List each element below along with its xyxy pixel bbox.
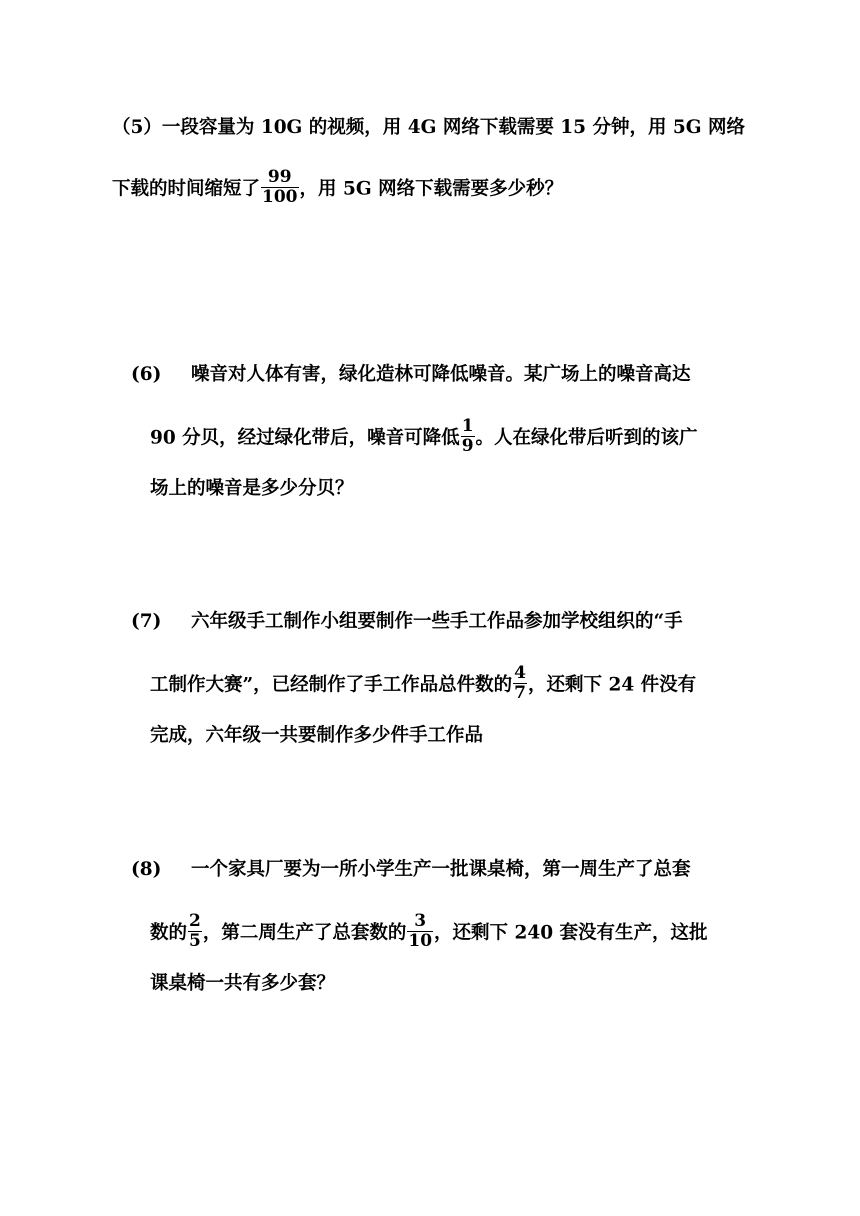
problem-7-fraction: [513, 664, 527, 703]
problem-8-text-line-3: 课桌椅一共有多少套？: [150, 973, 336, 994]
problem-5-line-2: [112, 167, 564, 209]
problem-5-fraction: [261, 168, 299, 207]
problem-5-line-1: [112, 116, 745, 140]
problem-6-text-line-2a: 90 分贝，经过绿化带后，噪音可降低: [150, 427, 460, 449]
problem-5-text-line-2b: ，用 5G 网络下载需要多少秒？: [299, 178, 564, 200]
problem-6-number: (6): [131, 364, 162, 385]
problem-8-text-line-1: 一个家具厂要为一所小学生产一批课桌椅，第一周生产了总套: [191, 859, 691, 880]
problem-8-text-line-2c: ，还剩下 240 套没有生产，这批: [434, 922, 708, 944]
problem-8-fraction-1: [188, 912, 202, 951]
fraction-numerator: 3: [407, 912, 433, 932]
problem-8-text-line-2b: ，第二周生产了总套数的: [202, 922, 407, 944]
problem-8-text-line-2a: 数的: [150, 922, 188, 944]
problem-5-number: （5）: [112, 117, 162, 138]
fraction-denominator: 7: [514, 683, 526, 703]
fraction-numerator: 1: [461, 416, 474, 436]
problem-8-fraction-2: [407, 912, 433, 951]
problem-7-text-line-1: 六年级手工制作小组要制作一些手工作品参加学校组织的“手: [191, 611, 683, 632]
problem-5-text-line-1: 一段容量为 10G 的视频，用 4G 网络下载需要 15 分钟，用 5G 网络: [161, 117, 746, 138]
problem-8-line-3: [150, 972, 335, 996]
problem-6-fraction: [461, 417, 475, 456]
problem-6-text-line-2b: 。人在绿化带后听到的该广: [475, 427, 698, 449]
problem-6-line-2: [150, 416, 698, 458]
problem-6-text-line-1: 噪音对人体有害，绿化造林可降低噪音。某广场上的噪音高达: [191, 364, 691, 385]
problem-7-line-1: [131, 610, 683, 634]
fraction-denominator: 9: [461, 436, 474, 456]
fraction-numerator: 2: [189, 911, 201, 931]
problem-7-text-line-2b: ，还剩下 24 件没有: [528, 674, 697, 696]
problem-6-line-1: [131, 363, 691, 387]
problem-7-number: (7): [131, 611, 162, 632]
fraction-numerator: 99: [261, 168, 299, 188]
problem-6-text-line-3: 场上的噪音是多少分贝？: [150, 478, 354, 499]
fraction-numerator: 4: [514, 663, 526, 683]
problem-6-line-3: [150, 477, 354, 501]
problem-7-line-2: [150, 663, 697, 705]
problem-8-line-1: [131, 858, 691, 882]
problem-7-text-line-2a: 工制作大赛”，已经制作了手工作品总件数的: [150, 674, 513, 696]
problem-7-text-line-3: 完成，六年级一共要制作多少件手工作品: [150, 725, 484, 746]
problem-8-number: (8): [131, 859, 162, 880]
problem-7-line-3: [150, 724, 483, 748]
fraction-denominator: 100: [262, 187, 298, 207]
problem-5-text-line-2a: 下载的时间缩短了: [112, 178, 261, 200]
fraction-denominator: 10: [408, 931, 433, 951]
fraction-denominator: 5: [189, 931, 201, 951]
problem-8-line-2: [150, 911, 708, 953]
